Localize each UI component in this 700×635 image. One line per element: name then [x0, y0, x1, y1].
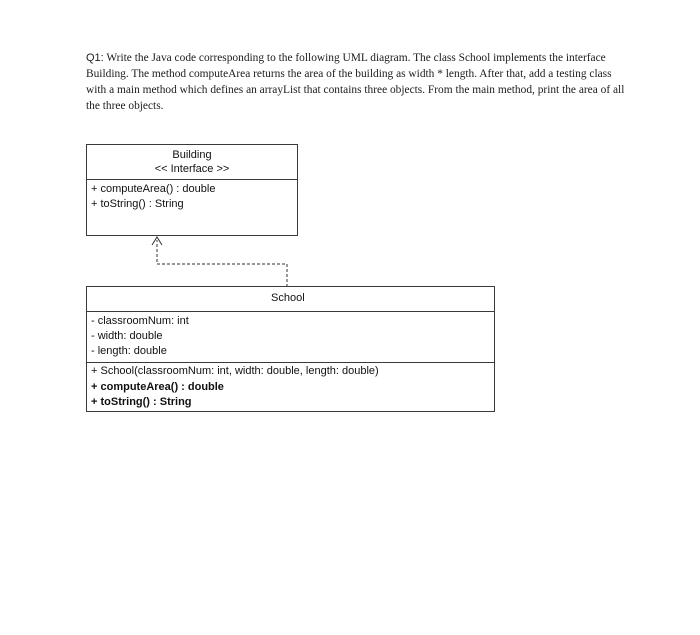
school-method-compute-area: + computeArea() : double	[91, 380, 224, 393]
question-body: Write the Java code corresponding to the following UML diagram. The class School implements the interface Building. The method computeArea returns the area of the building as width * length. After that, add a testing class with a main method which defines an arrayList that contains three objects. From the main method, print the area of all the three objects.	[86, 52, 625, 112]
building-stereotype: << Interface >>	[154, 163, 230, 175]
question-number: Q1:	[86, 52, 104, 64]
school-attribute-classroom-num: - classroomNum: int	[91, 315, 189, 327]
building-methods	[87, 180, 297, 214]
question-text-block	[86, 50, 626, 114]
school-header	[87, 287, 494, 312]
building-header	[87, 145, 297, 180]
school-attribute-length: - length: double	[91, 345, 167, 357]
building-method-compute-area: + computeArea() : double	[91, 183, 216, 195]
school-class-box	[86, 286, 495, 412]
school-methods	[87, 363, 494, 412]
school-name: School	[271, 292, 305, 304]
realization-arrowhead-icon	[152, 237, 162, 245]
building-interface-box	[86, 144, 298, 236]
realization-dashed-line	[157, 240, 287, 287]
school-attribute-width: - width: double	[91, 330, 163, 342]
building-method-to-string: + toString() : String	[91, 198, 184, 210]
school-attributes	[87, 312, 494, 363]
school-method-constructor: + School(classroomNum: int, width: double, length: double)	[91, 365, 379, 377]
building-name: Building	[172, 149, 212, 161]
school-method-to-string: + toString() : String	[91, 396, 192, 408]
